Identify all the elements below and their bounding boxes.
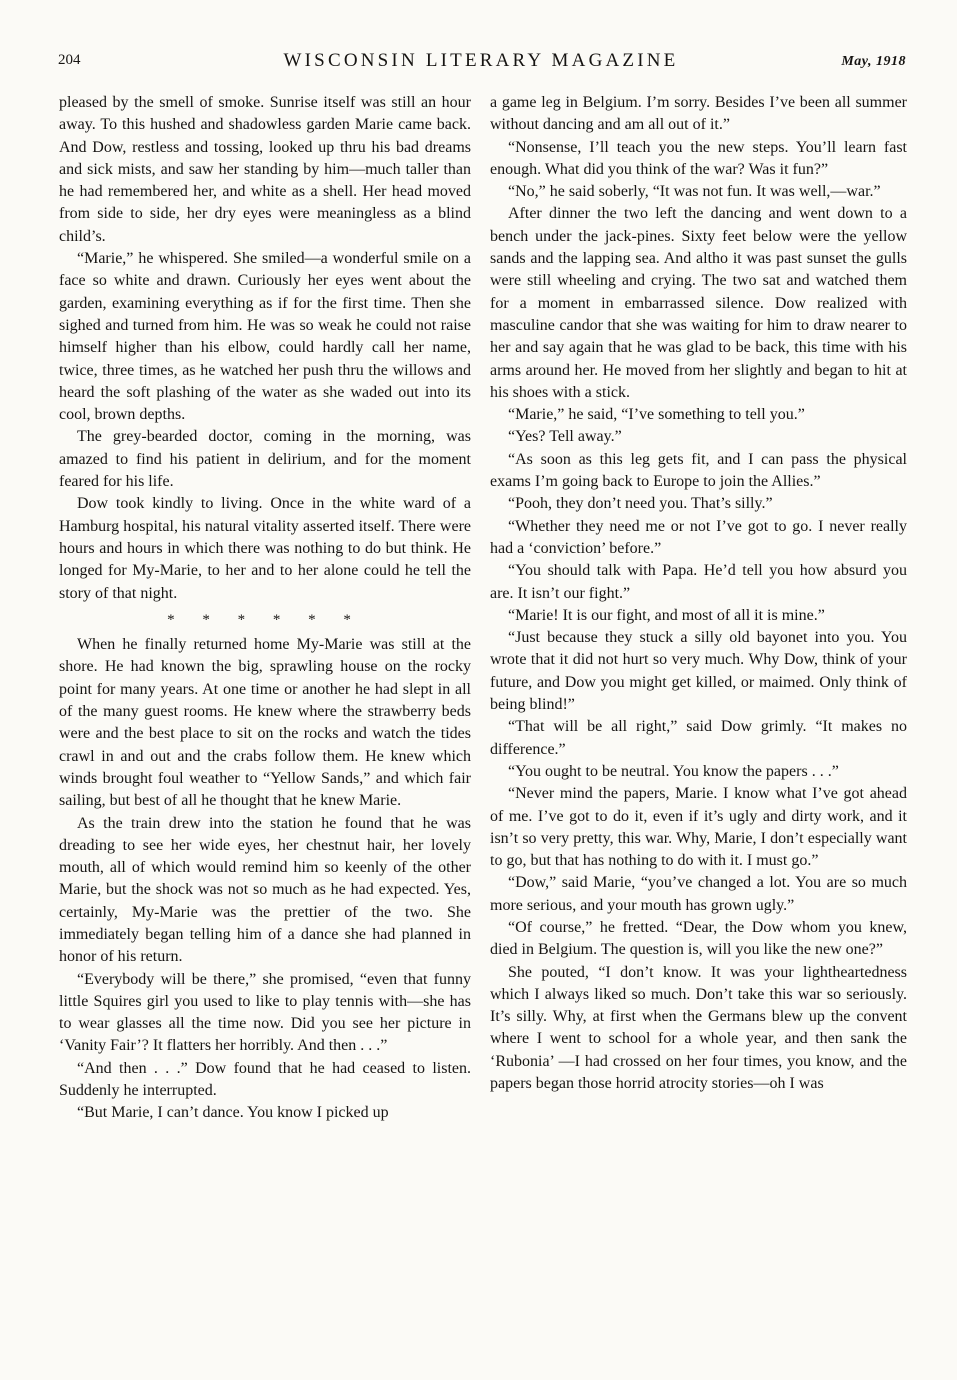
- paragraph: pleased by the smell of smoke. Sunrise itself was still an hour away. To this hushed and shadowless garden Marie came back. And Dow, restless and tossing, looked up thru his bad dreams and sick mists, and saw her standing by him—much taller than he had remembered her, and white as a shell. Her head moved from side to side, her dry eyes were meaningless as a blind child’s.: [59, 94, 471, 245]
- paragraph: “Marie,” he said, “I’ve something to tell you.”: [508, 406, 805, 424]
- section-separator: * * * * * *: [167, 611, 363, 628]
- paragraph: “Just because they stuck a silly old bayonet into you. You wrote that it did not hurt so very much. Why Dow, think of your future, and Dow you might get killed, or maimed. Only think of being blind!”: [490, 629, 907, 714]
- page-number: 204: [58, 52, 81, 68]
- page-header: [56, 48, 906, 78]
- paragraph: After dinner the two left the dancing and went down to a bench under the jack-pines. Sixty feet below were the yellow sands and the lapping sea. And altho it was past sunset the gulls were still wheeling and crying. The two sat and watched them for a moment in embarrassed silence. Dow realized with masculine candor that she was waiting for him to draw nearer to her and say again that he was glad to be back, this time with his arms around her. He moved from her slightly and began to hit at his shoes with a stick.: [490, 205, 907, 401]
- paragraph: “Nonsense, I’ll teach you the new steps. You’ll learn fast enough. What did you think of the war? Was it fun?”: [490, 138, 907, 178]
- issue-date: May, 1918: [841, 54, 906, 69]
- paragraph: “You should talk with Papa. He’d tell you how absurd you are. It isn’t our fight.”: [490, 562, 907, 602]
- paragraph: “Dow,” said Marie, “you’ve changed a lot. You are so much more serious, and your mouth has grown ugly.”: [490, 874, 907, 914]
- paragraph: “Never mind the papers, Marie. I know what I’ve got ahead of me. I’ve got to do it, even if it’s ugly and dirty work, and it isn’t so very pretty, this war. Why, Marie, I don’t especially want to go, but that has nothing to do with it. I must go.”: [490, 785, 907, 870]
- paragraph: “Everybody will be there,” she promised, “even that funny little Squires girl you used to like to play tennis with—she has to wear glasses all the time now. Did you see her picture in ‘Vanity Fair’? It flatters her horribly. And then . . .”: [59, 970, 471, 1055]
- paragraph: “As soon as this leg gets fit, and I can pass the physical exams I’m going back to Europe to join the Allies.”: [490, 450, 907, 491]
- paragraph: She pouted, “I don’t know. It was your lightheartedness which I always liked so much. Don’t take this war so seriously. It’s silly. Why, at first when the Germans blew up the convent where I went to school for a whole year, and then sank the ‘Rubonia’ —I had crossed on her four times, you know, and the papers began those horrid atrocity stories—oh I was: [490, 963, 907, 1093]
- paragraph: “You ought to be neutral. You know the papers . . .”: [508, 762, 839, 780]
- paragraph: “Pooh, they don’t need you. That’s silly.”: [508, 495, 773, 513]
- paragraph: “And then . . .” Dow found that he had ceased to listen. Suddenly he interrupted.: [59, 1059, 471, 1100]
- paragraph: “But Marie, I can’t dance. You know I picked up: [77, 1104, 389, 1122]
- paragraph: Dow took kindly to living. Once in the white ward of a Hamburg hospital, his natural vitality asserted itself. There were hours and hours in which there was nothing to do but think. He longed for My-Marie, to her and to her alone could he tell the story of that night.: [59, 495, 471, 602]
- paragraph: a game leg in Belgium. I’m sorry. Besides I’ve been all summer without dancing and am all out of it.”: [490, 94, 907, 134]
- paragraph: “That will be all right,” said Dow grimly. “It makes no difference.”: [490, 718, 907, 758]
- paragraph: “Marie,” he whispered. She smiled—a wonderful smile on a face so white and drawn. Curiously her eyes went about the garden, examining everything as if for the first time. Then she sighed and turned from him. He was so weak he could not raise himself higher than his elbow, could hardly call her name, twice, three times, as he watched her push thru the willows and heard the soft plashing of the water as she waded out into its cool, brown depths.: [59, 250, 471, 424]
- paragraph: When he finally returned home My-Marie was still at the shore. He had known the big, sprawling house on the rocky point for many years. At one time or another he had slept in all of the many guest rooms. He knew where the strawberry beds were and the best place to sit on the rocks and watch the tides crawl in and out and the crabs follow them. He knew which winds brought foul weather to “Yellow Sands,” and which fair sailing, but best of all he thought that he knew Marie.: [59, 636, 471, 810]
- left-column: [59, 92, 471, 1125]
- paragraph: As the train drew into the station he found that he was dreading to see her wide eyes, her chestnut hair, her lovely mouth, all of which would remind him so keenly of the other Marie, but the shock was not so much as he had expected. Yes, certainly, My-Marie was the prettier of the two. She immediately began telling him of a dance she had planned in honor of his return.: [59, 814, 471, 966]
- paragraph: “Whether they need me or not I’ve got to go. I never really had a ‘conviction’ before.”: [490, 517, 907, 557]
- paragraph: “Marie! It is our fight, and most of all it is mine.”: [508, 606, 825, 624]
- paragraph: “No,” he said soberly, “It was not fun. It was well,—war.”: [508, 183, 881, 201]
- paragraph: “Yes? Tell away.”: [508, 428, 622, 446]
- paragraph: The grey-bearded doctor, coming in the morning, was amazed to find his patient in delirium, and for the moment feared for his life.: [59, 428, 471, 491]
- paragraph: “Of course,” he fretted. “Dear, the Dow whom you knew, died in Belgium. The question is, will you like the new one?”: [490, 918, 907, 959]
- magazine-title: WISCONSIN LITERARY MAGAZINE: [283, 50, 679, 71]
- right-column: [490, 92, 907, 1095]
